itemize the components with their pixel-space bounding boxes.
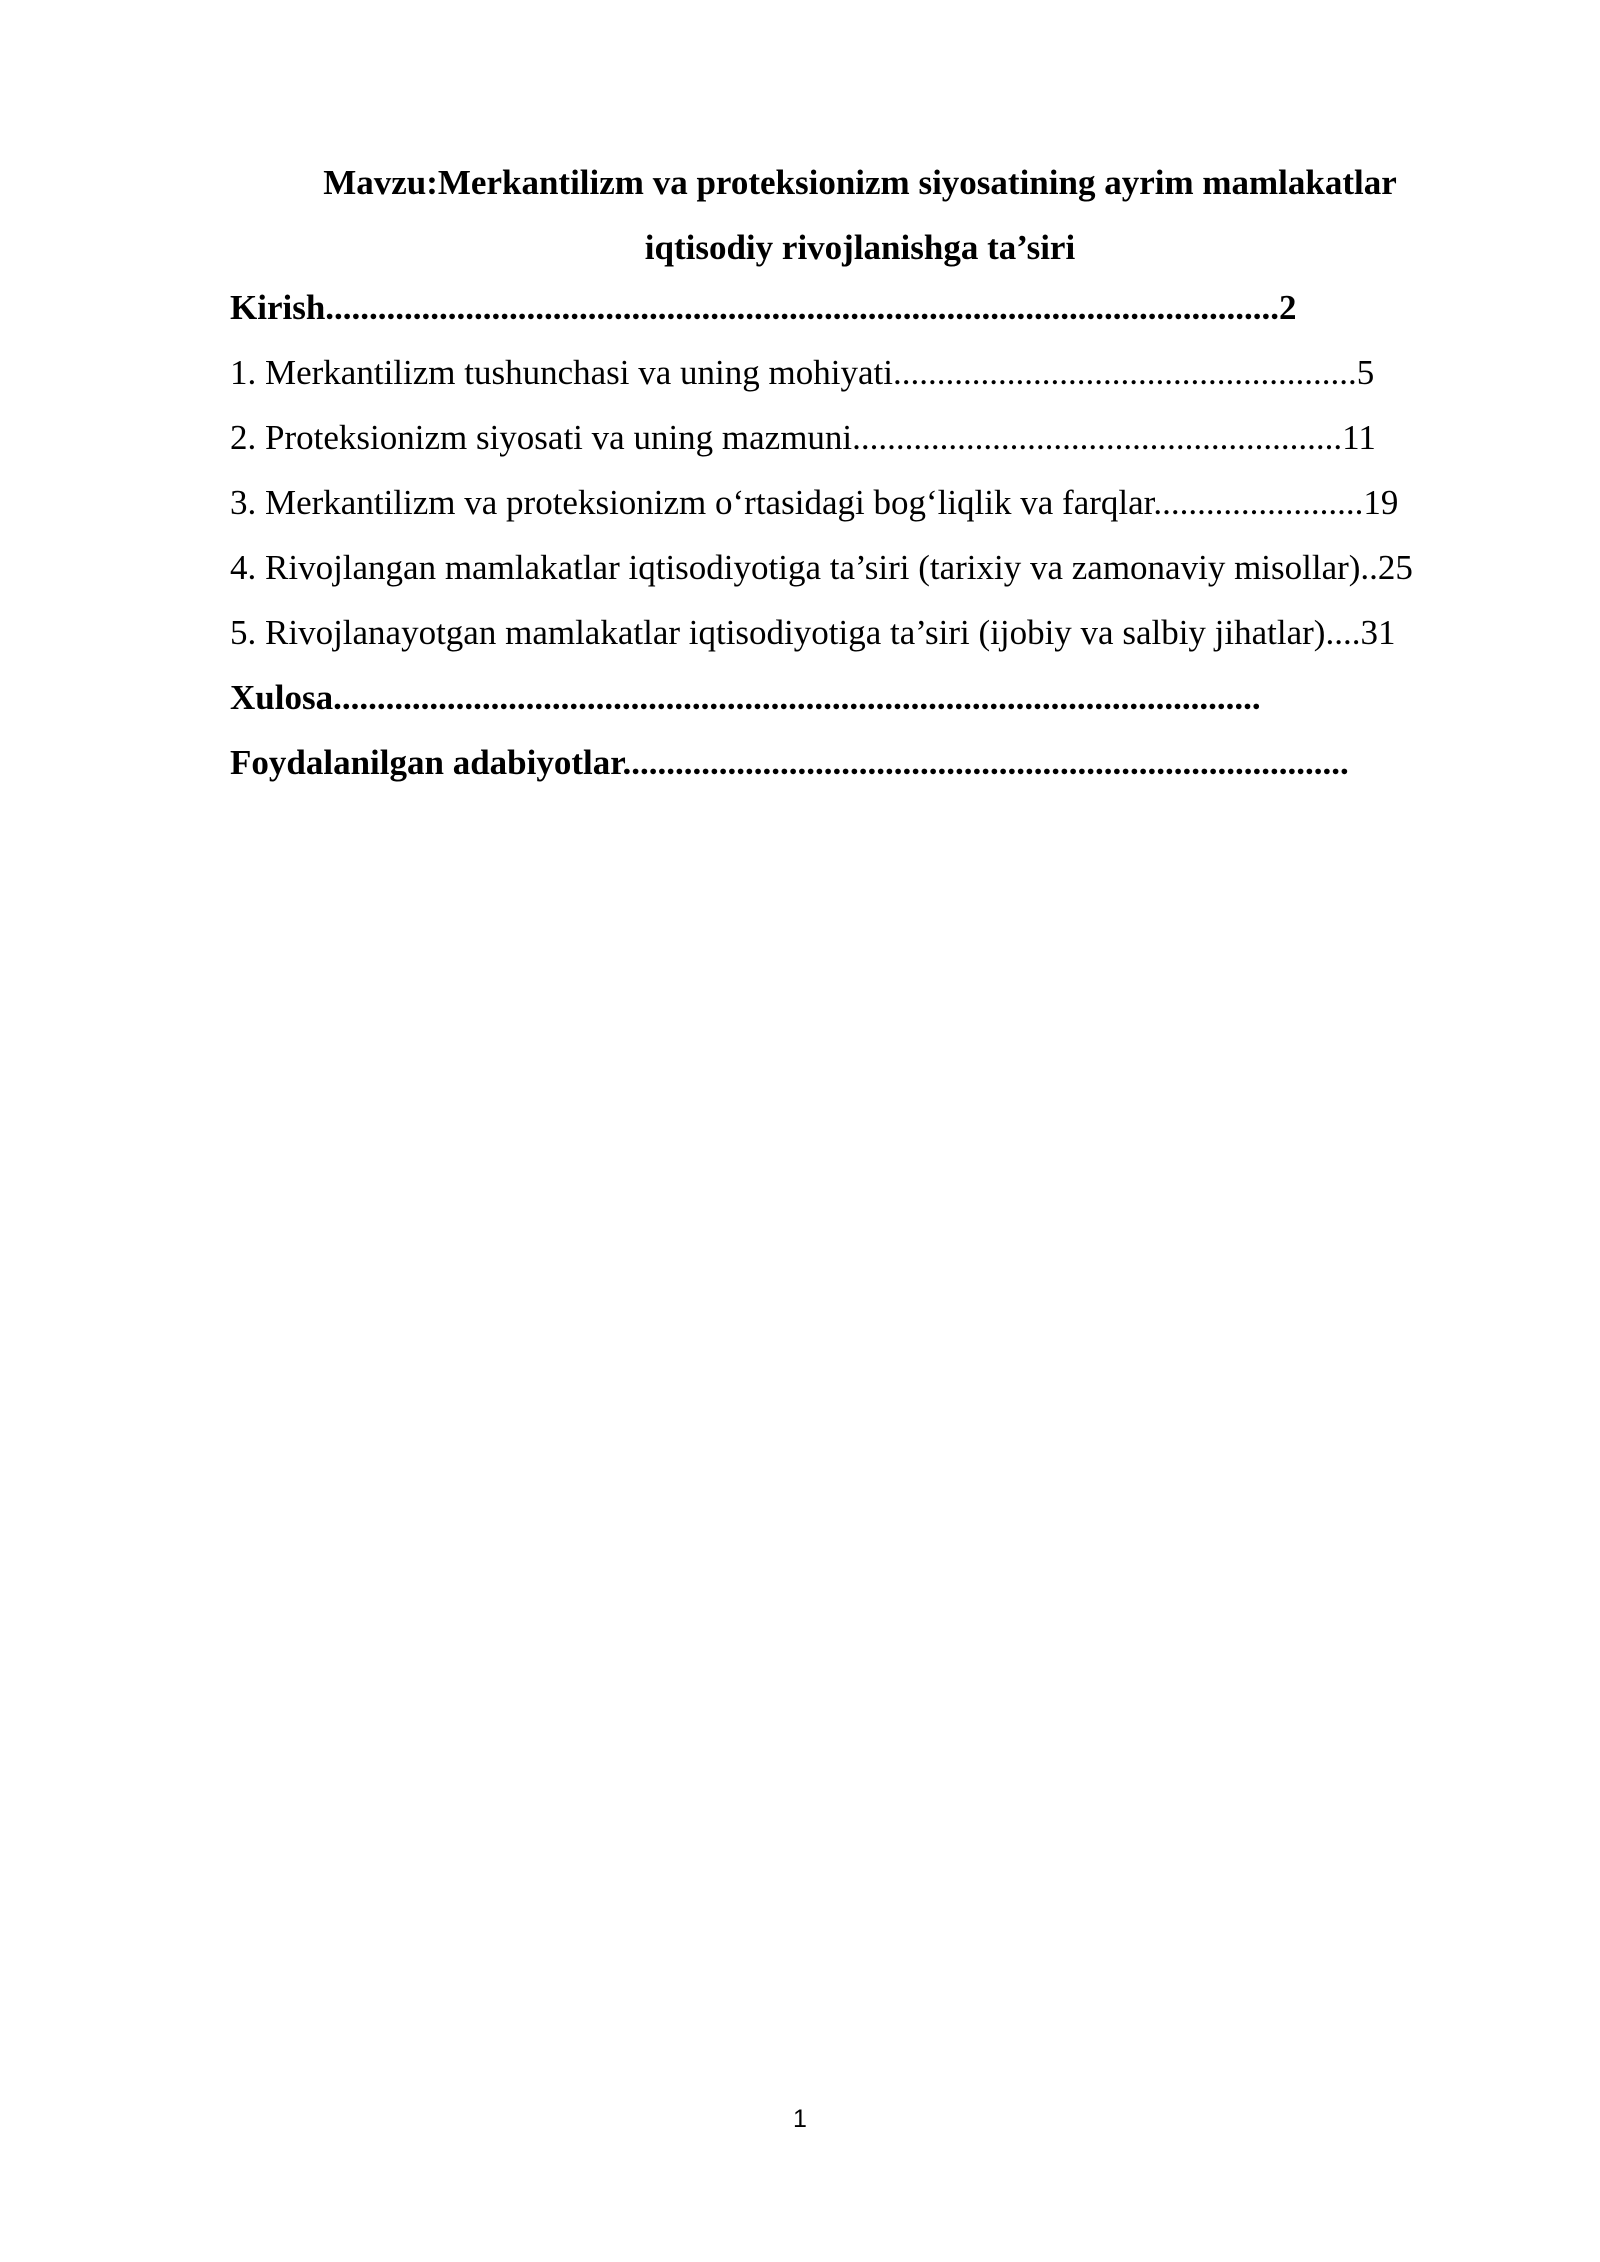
toc-entry-adabiyotlar: Foydalanilgan adabiyotlar................................................................................... [230, 743, 1349, 782]
title-line-2: iqtisodiy rivojlanishga ta’siri [644, 228, 1076, 267]
toc-entry-1: 1. Merkantilizm tushunchasi va uning mohiyati.....................................................5 [230, 353, 1375, 392]
toc-entry-4: 4. Rivojlangan mamlakatlar iqtisodiyotiga ta’siri (tarixiy va zamonaviy misollar)..25 [230, 548, 1413, 587]
toc-entry-2: 2. Proteksionizm siyosati va uning mazmuni........................................................11 [230, 418, 1376, 457]
toc-entry-5: 5. Rivojlanayotgan mamlakatlar iqtisodiyotiga ta’siri (ijobiy va salbiy jihatlar)....31 [230, 613, 1396, 652]
document-title [230, 150, 1490, 280]
toc-entry-3: 3. Merkantilizm va proteksionizm o‘rtasidagi bog‘liqlik va farqlar........................19 [230, 483, 1399, 522]
page-number: 1 [793, 2105, 807, 2133]
toc-entry-kirish: Kirish.............................................................................................................2 [230, 288, 1297, 327]
table-of-contents [230, 275, 1500, 795]
title-line-1: Mavzu:Merkantilizm va proteksionizm siyosatining ayrim mamlakatlar [323, 163, 1397, 202]
toc-entry-xulosa: Xulosa.......................................................................................................... [230, 678, 1261, 717]
